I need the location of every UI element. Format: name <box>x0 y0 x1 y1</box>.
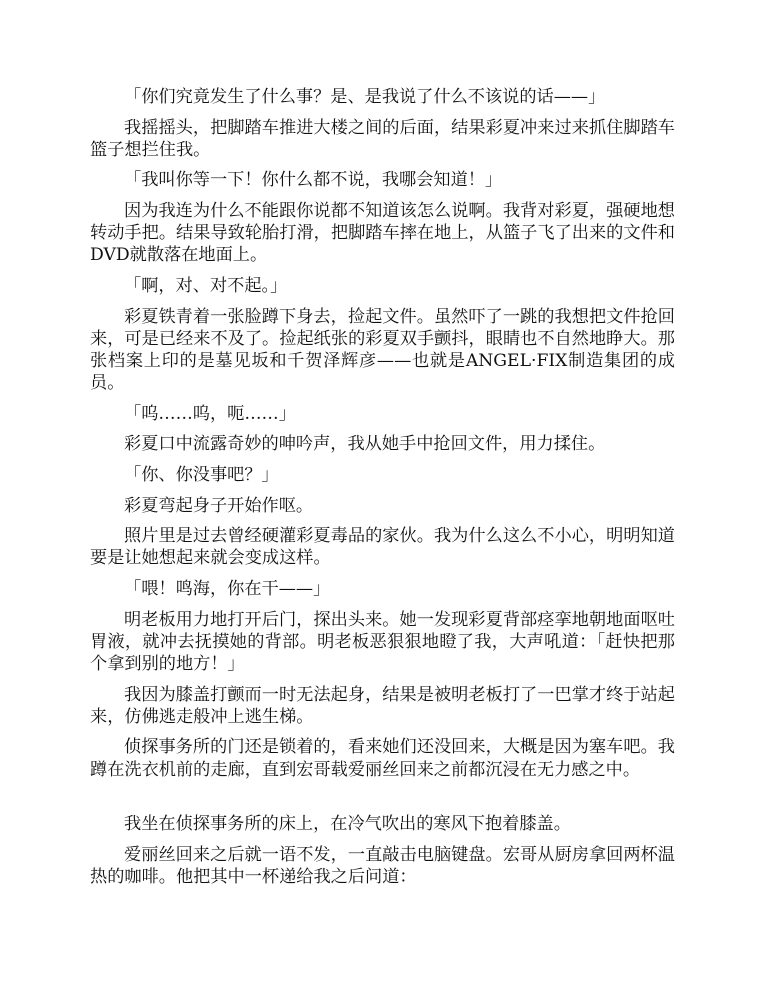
paragraph: 我因为膝盖打颤而一时无法起身，结果是被明老板打了一巴掌才终于站起来，仿佛逃走般冲上逃生梯。 <box>90 684 675 727</box>
paragraph: 照片里是过去曾经硬灌彩夏毒品的家伙。我为什么这么不小心，明明知道要是让她想起来就会变成这样。 <box>90 526 675 569</box>
scene-break <box>90 789 675 813</box>
paragraph: 彩夏弯起身子开始作呕。 <box>124 495 314 516</box>
paragraph: 「我叫你等一下！你什么都不说，我哪会知道！」 <box>124 170 503 191</box>
paragraph: 我摇摇头，把脚踏车推进大楼之间的后面，结果彩夏冲来过来抓住脚踏车篮子想拦住我。 <box>90 117 675 160</box>
paragraph: 「你、你没事吧？」 <box>124 464 279 485</box>
paragraph: 我坐在侦探事务所的床上，在冷气吹出的寒风下抱着膝盖。 <box>124 814 571 835</box>
book-page <box>90 86 675 897</box>
paragraph: 「呜……呜，呃……」 <box>124 403 296 424</box>
paragraph: 爱丽丝回来之后就一语不发，一直敲击电脑键盘。宏哥从厨房拿回两杯温热的咖啡。他把其中一杯递给我之后问道： <box>90 844 675 887</box>
paragraph: 「啊，对、对不起。」 <box>124 275 288 296</box>
paragraph: 因为我连为什么不能跟你说都不知道该怎么说啊。我背对彩夏，强硬地想转动手把。结果导致轮胎打滑，把脚踏车摔在地上，从篮子飞了出来的文件和DVD就散落在地面上。 <box>90 200 675 266</box>
paragraph: 侦探事务所的门还是锁着的，看来她们还没回来，大概是因为塞车吧。我蹲在洗衣机前的走廊，直到宏哥载爱丽丝回来之前都沉浸在无力感之中。 <box>90 737 675 780</box>
paragraph: 「喂！鸣海，你在干——」 <box>124 578 331 599</box>
paragraph: 「你们究竟发生了什么事？是、是我说了什么不该说的话——」 <box>124 87 606 107</box>
paragraph: 彩夏口中流露奇妙的呻吟声，我从她手中抢回文件，用力揉住。 <box>124 434 606 455</box>
paragraph: 彩夏铁青着一张脸蹲下身去，捡起文件。虽然吓了一跳的我想把文件抢回来，可是已经来不及了。捡起纸张的彩夏双手颤抖，眼睛也不自然地睁大。那张档案上印的是墓见坂和千贺泽辉彦——也就是ANGEL·FIX制造集团的成员。 <box>90 306 675 394</box>
paragraph: 明老板用力地打开后门，探出头来。她一发现彩夏背部痉挛地朝地面呕吐胃液，就冲去抚摸她的背部。明老板恶狠狠地瞪了我，大声吼道：「赶快把那个拿到别的地方！」 <box>90 609 675 674</box>
